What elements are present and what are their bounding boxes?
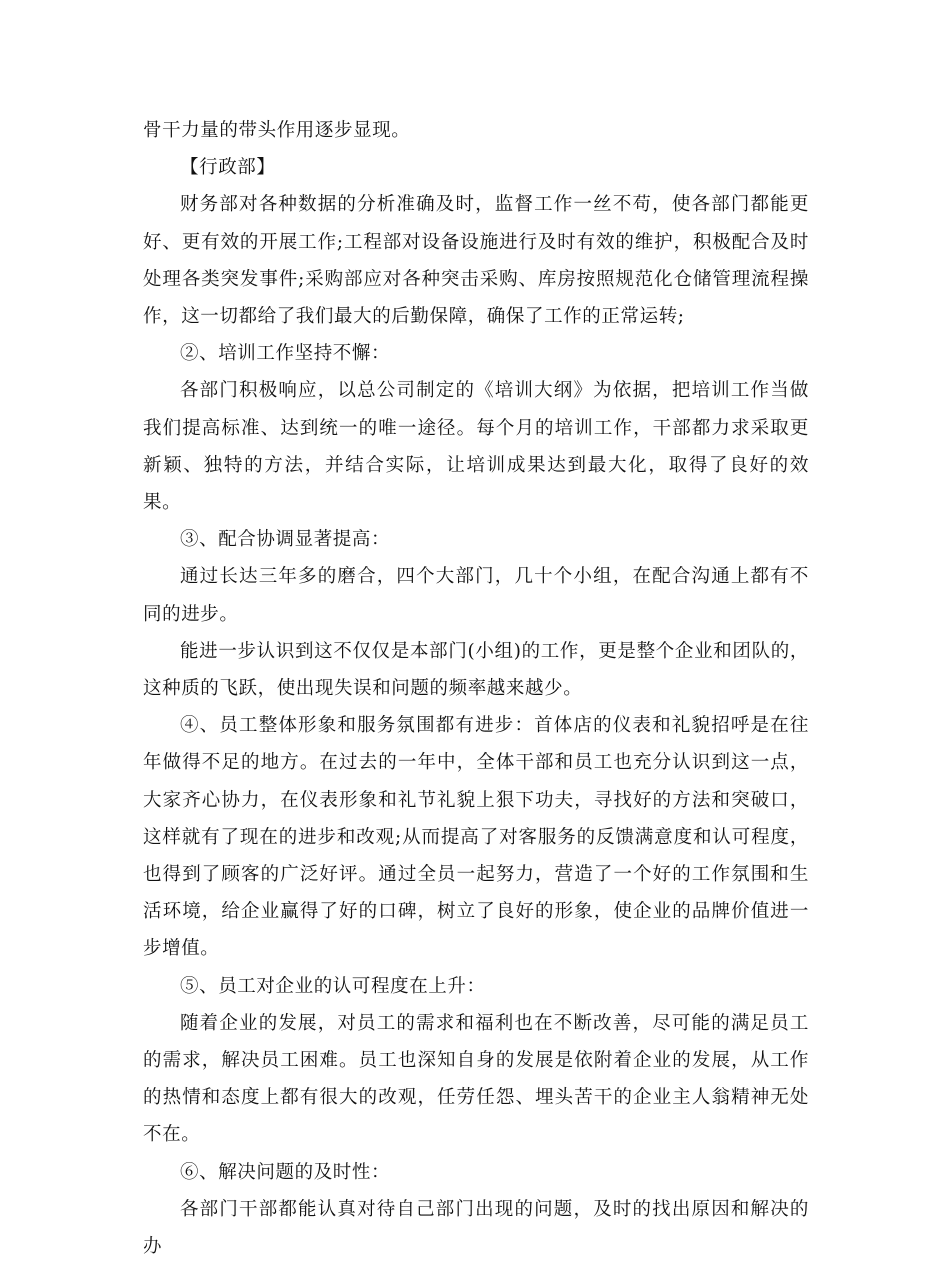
document-body [143, 112, 809, 1265]
paragraph-8: 能进一步认识到这不仅仅是本部门(小组)的工作，更是整个企业和团队的，这种质的飞跃，使出现失误和问题的频率越来越少。 [143, 640, 809, 700]
paragraph-13: 各部门干部都能认真对待自己部门出现的问题，及时的找出原因和解决的办 [143, 1198, 809, 1258]
paragraph-7: 通过长达三年多的磨合，四个大部门，几十个小组，在配合沟通上都有不同的进步。 [143, 566, 809, 625]
paragraph-9: ④、员工整体形象和服务氛围都有进步：首体店的仪表和礼貌招呼是在往年做得不足的地方。在过去的一年中，全体干部和员工也充分认识到这一点，大家齐心协力，在仪表形象和礼节礼貌上狠下功夫，寻找好的方法和突破口，这样就有了现在的进步和改观;从而提高了对客服务的反馈满意度和认可程度，也得到了顾客的广泛好评。通过全员一起努力，营造了一个好的工作氛围和生活环境，给企业赢得了好的口碑，树立了良好的形象，使企业的品牌价值进一步增值。 [143, 715, 809, 960]
section-heading-admin: 【行政部】 [180, 157, 276, 179]
item-heading-training: ②、培训工作坚持不懈： [180, 343, 391, 365]
item-heading-coordination: ③、配合协调显著提高： [180, 529, 391, 551]
item-heading-timeliness: ⑥、解决问题的及时性： [180, 1161, 391, 1183]
paragraph-11: 随着企业的发展，对员工的需求和福利也在不断改善，尽可能的满足员工的需求，解决员工困难。员工也深知自身的发展是依附着企业的发展，从工作的热情和态度上都有很大的改观，任劳任怨、埋头苦干的企业主人翁精神无处不在。 [143, 1012, 809, 1146]
paragraph-3: 财务部对各种数据的分析准确及时，监督工作一丝不苟，使各部门都能更好、更有效的开展工作;工程部对设备设施进行及时有效的维护，积极配合及时处理各类突发事件;采购部应对各种突击采购、库房按照规范化仓储管理流程操作，这一切都给了我们最大的后勤保障，确保了工作的正常运转; [143, 194, 809, 328]
paragraph-5: 各部门积极响应，以总公司制定的《培训大纲》为依据，把培训工作当做我们提高标准、达到统一的唯一途径。每个月的培训工作，干部都力求采取更新颖、独特的方法，并结合实际，让培训成果达到最大化，取得了良好的效果。 [143, 380, 809, 514]
paragraph-1: 骨干力量的带头作用逐步显现。 [143, 120, 411, 141]
item-heading-recognition: ⑤、员工对企业的认可程度在上升： [180, 975, 486, 997]
